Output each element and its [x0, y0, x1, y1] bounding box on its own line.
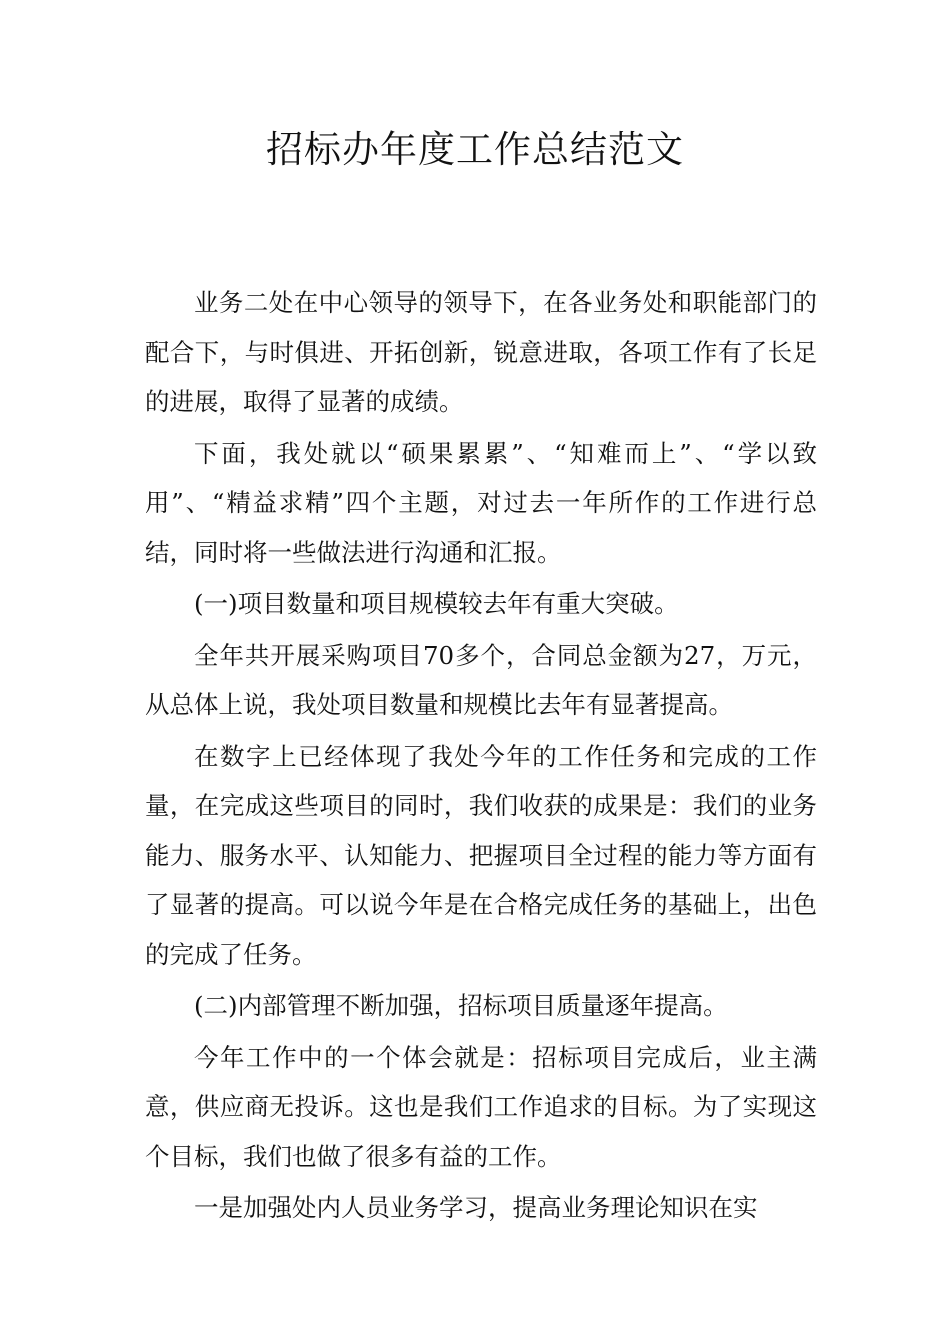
paragraph-study: 一是加强处内人员业务学习，提高业务理论知识在实	[194, 1193, 758, 1222]
section-heading-2: (二)内部管理不断加强，招标项目质量逐年提高。	[194, 991, 728, 1020]
paragraph-experience: 今年工作中的一个体会就是：招标项目完成后，业主满意，供应商无投诉。这也是我们工作追求的目标。为了实现这个目标，我们也做了很多有益的工作。	[145, 1042, 817, 1171]
document-body	[145, 278, 817, 1235]
paragraph-project-count: 全年共开展采购项目70多个，合同总金额为27，万元，从总体上说，我处项目数量和规模比去年有显著提高。	[145, 640, 817, 719]
paragraph-achievements: 在数字上已经体现了我处今年的工作任务和完成的工作量，在完成这些项目的同时，我们收获的成果是：我们的业务能力、服务水平、认知能力、把握项目全过程的能力等方面有了显著的提高。可以说今年是在合格完成任务的基础上，出色的完成了任务。	[145, 741, 817, 969]
paragraph-overview: 下面，我处就以“硕果累累”、“知难而上”、“学以致用”、“精益求精”四个主题，对过去一年所作的工作进行总结，同时将一些做法进行沟通和汇报。	[145, 438, 817, 567]
document-title: 招标办年度工作总结范文	[266, 128, 684, 171]
paragraph-intro: 业务二处在中心领导的领导下，在各业务处和职能部门的配合下，与时俱进、开拓创新，锐意进取，各项工作有了长足的进展，取得了显著的成绩。	[145, 288, 817, 416]
section-heading-1: (一)项目数量和项目规模较去年有重大突破。	[194, 589, 679, 618]
